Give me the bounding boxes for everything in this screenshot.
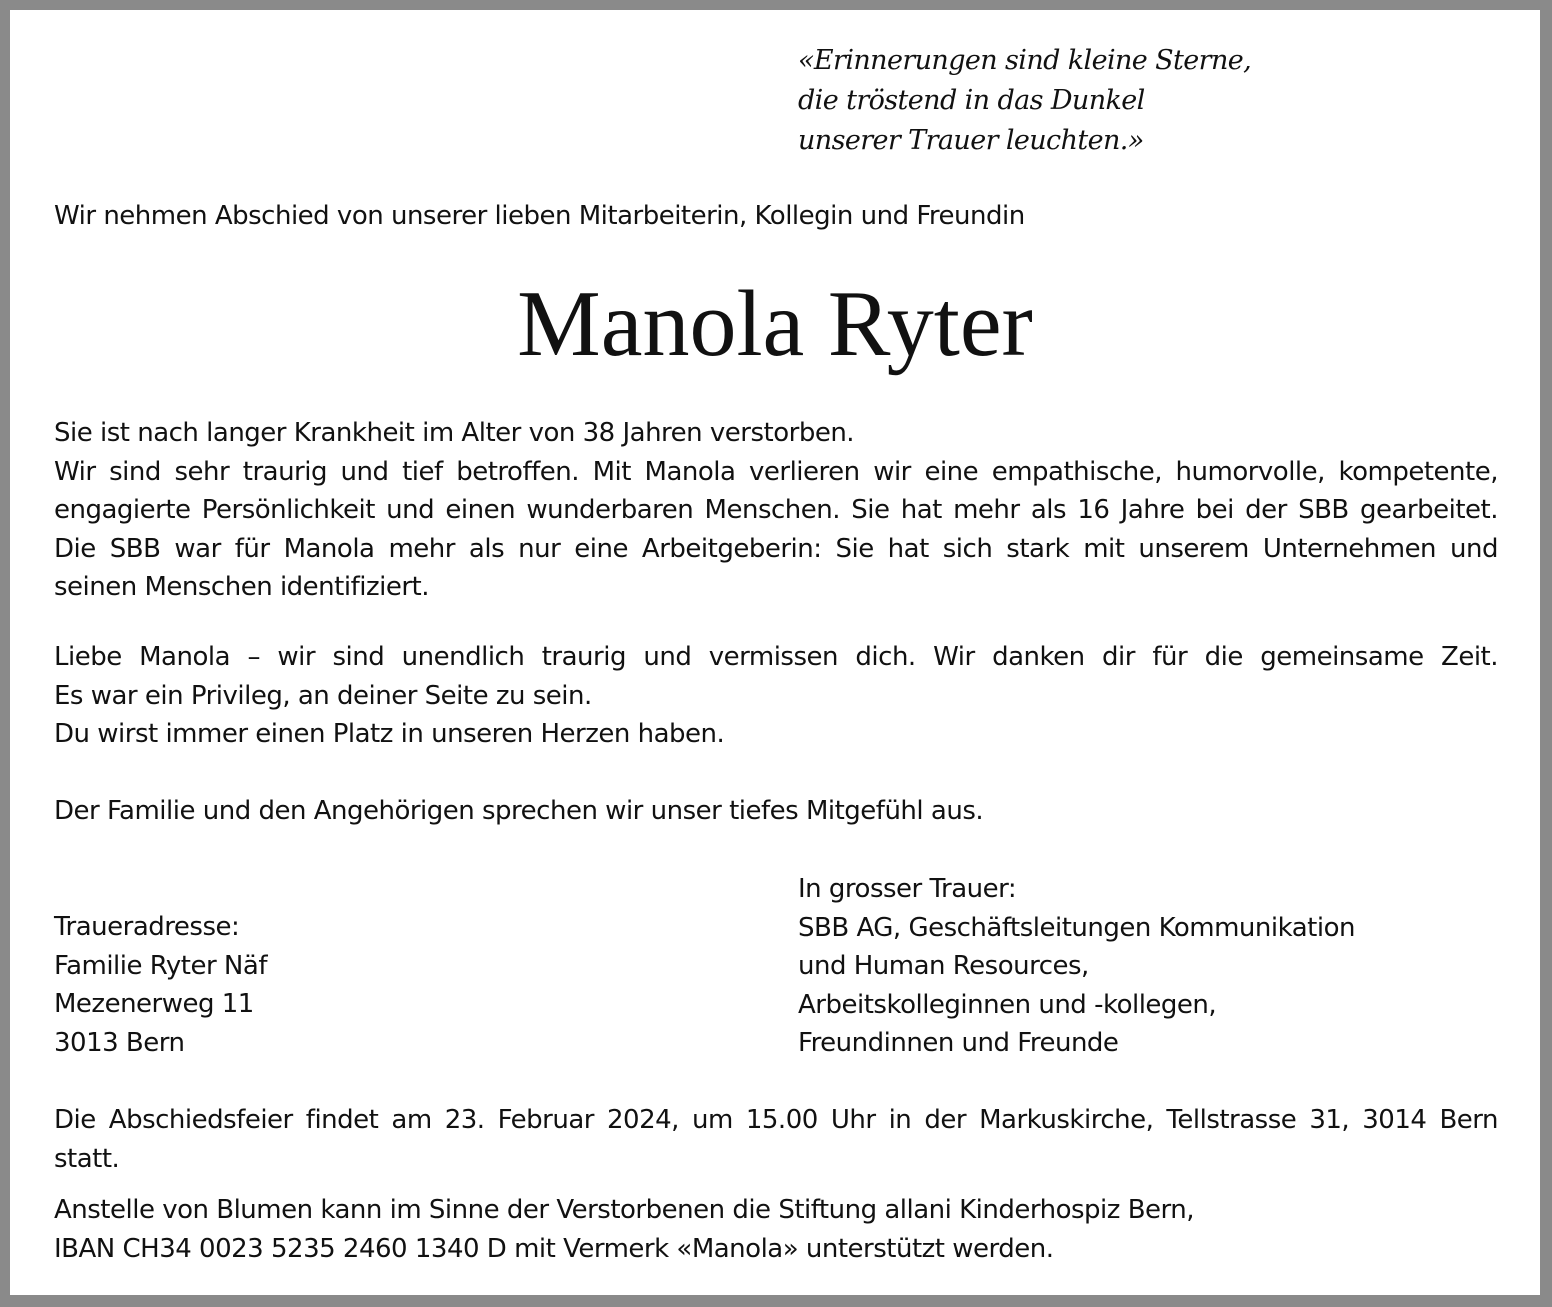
deceased-name: Manola Ryter [517, 272, 1033, 376]
mourners-line: SBB AG, Geschäftsleitungen Kommunikation [798, 912, 1355, 943]
ceremony-info [54, 1101, 1498, 1178]
address-line: 3013 Bern [54, 1027, 185, 1058]
farewell-intro: Wir nehmen Abschied von unserer lieben Mitarbeiterin, Kollegin und Freundin [54, 201, 1025, 231]
text-line: Du wirst immer einen Platz in unseren Herzen haben. [54, 719, 725, 749]
text-line: seinen Menschen identifiziert. [54, 572, 429, 602]
mourners-line: Arbeitskolleginnen und -kollegen, [798, 989, 1217, 1020]
memorial-quote [798, 41, 1251, 161]
condolence-text [54, 792, 1498, 831]
quote-line: die tröstend in das Dunkel [798, 85, 1145, 116]
text-line: Es war ein Privileg, an deiner Seite zu sein. [54, 680, 592, 711]
text-line: statt. [54, 1143, 120, 1174]
text-line: Die Abschiedsfeier findet am 23. Februar 2024, um 15.00 Uhr in der Markuskirche, Tellstrasse 31, 3014 Bern [54, 1105, 1498, 1135]
mourners-line: und Human Resources, [798, 951, 1089, 981]
mourning-address [54, 908, 267, 1062]
mourners-line: Freundinnen und Freunde [798, 1028, 1119, 1058]
address-line: Familie Ryter Näf [54, 950, 267, 981]
text-line: IBAN CH34 0023 5235 2460 1340 D mit Vermerk «Manola» unterstützt werden. [54, 1233, 1054, 1264]
mourners-signature [798, 870, 1355, 1063]
text-line: engagierte Persönlichkeit und einen wunderbaren Menschen. Sie hat mehr als 16 Jahre bei der SBB gearbeitet. [54, 495, 1498, 525]
donation-info [54, 1191, 1498, 1268]
mourners-label: In grosser Trauer: [798, 874, 1017, 904]
text-line: Die SBB war für Manola mehr als nur eine Arbeitgeberin: Sie hat sich stark mit unserem Unternehmen und [54, 533, 1498, 564]
text-line: Liebe Manola – wir sind unendlich traurig und vermissen dich. Wir danken dir für die gemeinsame Zeit. [54, 642, 1498, 672]
text-line: Sie ist nach langer Krankheit im Alter von 38 Jahren verstorben. [54, 418, 855, 448]
text-line: Der Familie und den Angehörigen sprechen wir unser tiefes Mitgefühl aus. [54, 796, 984, 826]
text-line: Wir sind sehr traurig und tief betroffen. Mit Manola verlieren wir eine empathische, humorvolle, kompetente, [54, 456, 1498, 487]
obituary-notice [10, 10, 1540, 1295]
address-line: Mezenerweg 11 [54, 989, 254, 1019]
text-line: Anstelle von Blumen kann im Sinne der Verstorbenen die Stiftung allani Kinderhospiz Bern, [54, 1195, 1194, 1225]
address-label: Traueradresse: [54, 912, 240, 942]
quote-line: «Erinnerungen sind kleine Sterne, [798, 45, 1252, 76]
paragraph-obituary [54, 414, 1498, 607]
quote-line: unserer Trauer leuchten.» [798, 125, 1144, 156]
paragraph-personal-message [54, 638, 1498, 754]
